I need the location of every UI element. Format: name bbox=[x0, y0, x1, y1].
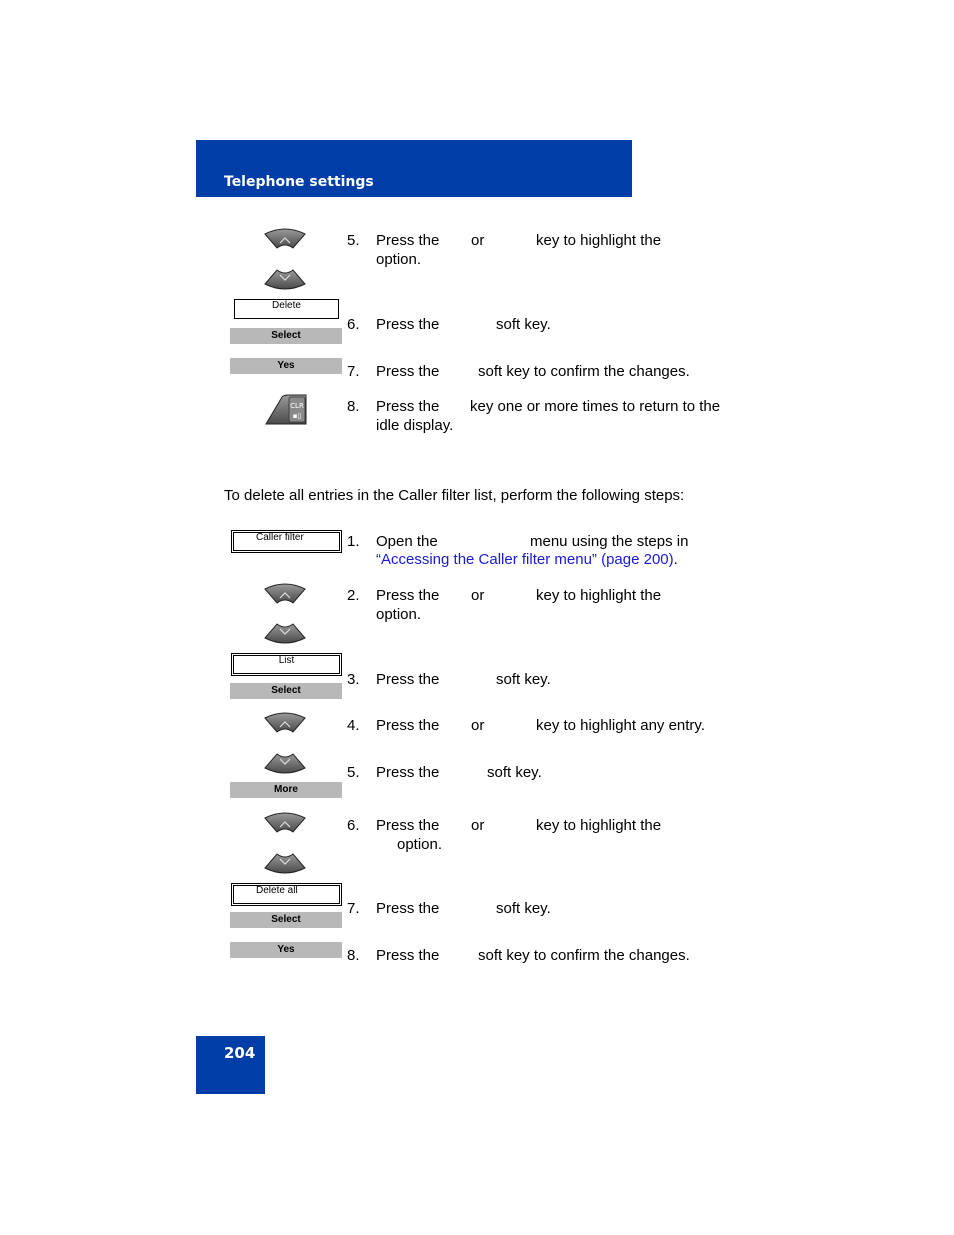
yes-softkey: Yes bbox=[230, 358, 342, 374]
step-number: 6. bbox=[347, 817, 360, 834]
down-key-icon bbox=[263, 850, 307, 876]
intro-text: To delete all entries in the Caller filter list, perform the following steps: bbox=[224, 487, 685, 504]
up-key-icon bbox=[263, 226, 307, 252]
step-text: or bbox=[471, 232, 485, 249]
step-text: menu using the steps in bbox=[530, 533, 689, 550]
up-key-icon bbox=[263, 810, 307, 836]
punctuation: . bbox=[673, 551, 678, 568]
step-text: or bbox=[471, 817, 485, 834]
step-text: soft key to confirm the changes. bbox=[478, 363, 690, 380]
header-bar bbox=[196, 140, 632, 197]
step-number: 2. bbox=[347, 587, 360, 604]
step-text: option. bbox=[376, 251, 422, 268]
step-text: Press the bbox=[376, 764, 440, 781]
cross-reference-link[interactable]: “Accessing the Caller filter menu” (page 200) bbox=[376, 551, 674, 568]
down-key-icon bbox=[263, 620, 307, 646]
step-text: Press the bbox=[376, 232, 440, 249]
step-text: Press the bbox=[376, 316, 440, 333]
step-number: 5. bbox=[347, 232, 360, 249]
svg-text:▪▯: ▪▯ bbox=[292, 412, 302, 420]
yes-softkey: Yes bbox=[230, 942, 342, 958]
step-text: or bbox=[471, 587, 485, 604]
step-number: 8. bbox=[347, 398, 360, 415]
header-title: Telephone settings bbox=[224, 174, 374, 190]
select-softkey: Select bbox=[230, 912, 342, 928]
step-text: key to highlight the bbox=[536, 232, 662, 249]
down-key-icon bbox=[263, 750, 307, 776]
display-delete-all: Delete all bbox=[231, 883, 342, 906]
step-text: soft key. bbox=[496, 671, 551, 688]
step-number: 3. bbox=[347, 671, 360, 688]
display-caller-filter: Caller filter bbox=[231, 530, 342, 553]
step-number: 1. bbox=[347, 533, 360, 550]
display-list: List bbox=[231, 653, 342, 676]
step-text: key to highlight the bbox=[536, 587, 662, 604]
step-number: 6. bbox=[347, 316, 360, 333]
step-text: soft key to confirm the changes. bbox=[478, 947, 690, 964]
step-number: 7. bbox=[347, 363, 360, 380]
svg-text:CLR: CLR bbox=[290, 402, 304, 410]
step-text: Press the bbox=[376, 398, 440, 415]
step-text: or bbox=[471, 717, 485, 734]
step-text: soft key. bbox=[496, 316, 551, 333]
down-key-icon bbox=[263, 266, 307, 292]
step-text: idle display. bbox=[376, 417, 454, 434]
page-number: 204 bbox=[224, 1044, 256, 1062]
step-text: Press the bbox=[376, 947, 440, 964]
select-softkey: Select bbox=[230, 683, 342, 699]
clear-key-icon bbox=[264, 394, 308, 426]
step-text: key to highlight the bbox=[536, 817, 662, 834]
step-text: key one or more times to return to the bbox=[470, 398, 721, 415]
step-text: option. bbox=[397, 836, 443, 853]
select-softkey: Select bbox=[230, 328, 342, 344]
display-delete: Delete bbox=[234, 299, 339, 319]
up-key-icon bbox=[263, 581, 307, 607]
step-text: Press the bbox=[376, 717, 440, 734]
up-key-icon bbox=[263, 710, 307, 736]
step-text: Press the bbox=[376, 587, 440, 604]
step-text: option. bbox=[376, 606, 422, 623]
step-number: 5. bbox=[347, 764, 360, 781]
step-number: 8. bbox=[347, 947, 360, 964]
step-text: soft key. bbox=[496, 900, 551, 917]
step-text: Press the bbox=[376, 817, 440, 834]
step-number: 7. bbox=[347, 900, 360, 917]
step-text: key to highlight any entry. bbox=[536, 717, 705, 734]
step-text: Open the bbox=[376, 533, 438, 550]
step-number: 4. bbox=[347, 717, 360, 734]
step-text: Press the bbox=[376, 363, 440, 380]
step-text: Press the bbox=[376, 900, 440, 917]
more-softkey: More bbox=[230, 782, 342, 798]
step-text: Press the bbox=[376, 671, 440, 688]
step-text: soft key. bbox=[487, 764, 542, 781]
page-number-box bbox=[196, 1036, 265, 1094]
